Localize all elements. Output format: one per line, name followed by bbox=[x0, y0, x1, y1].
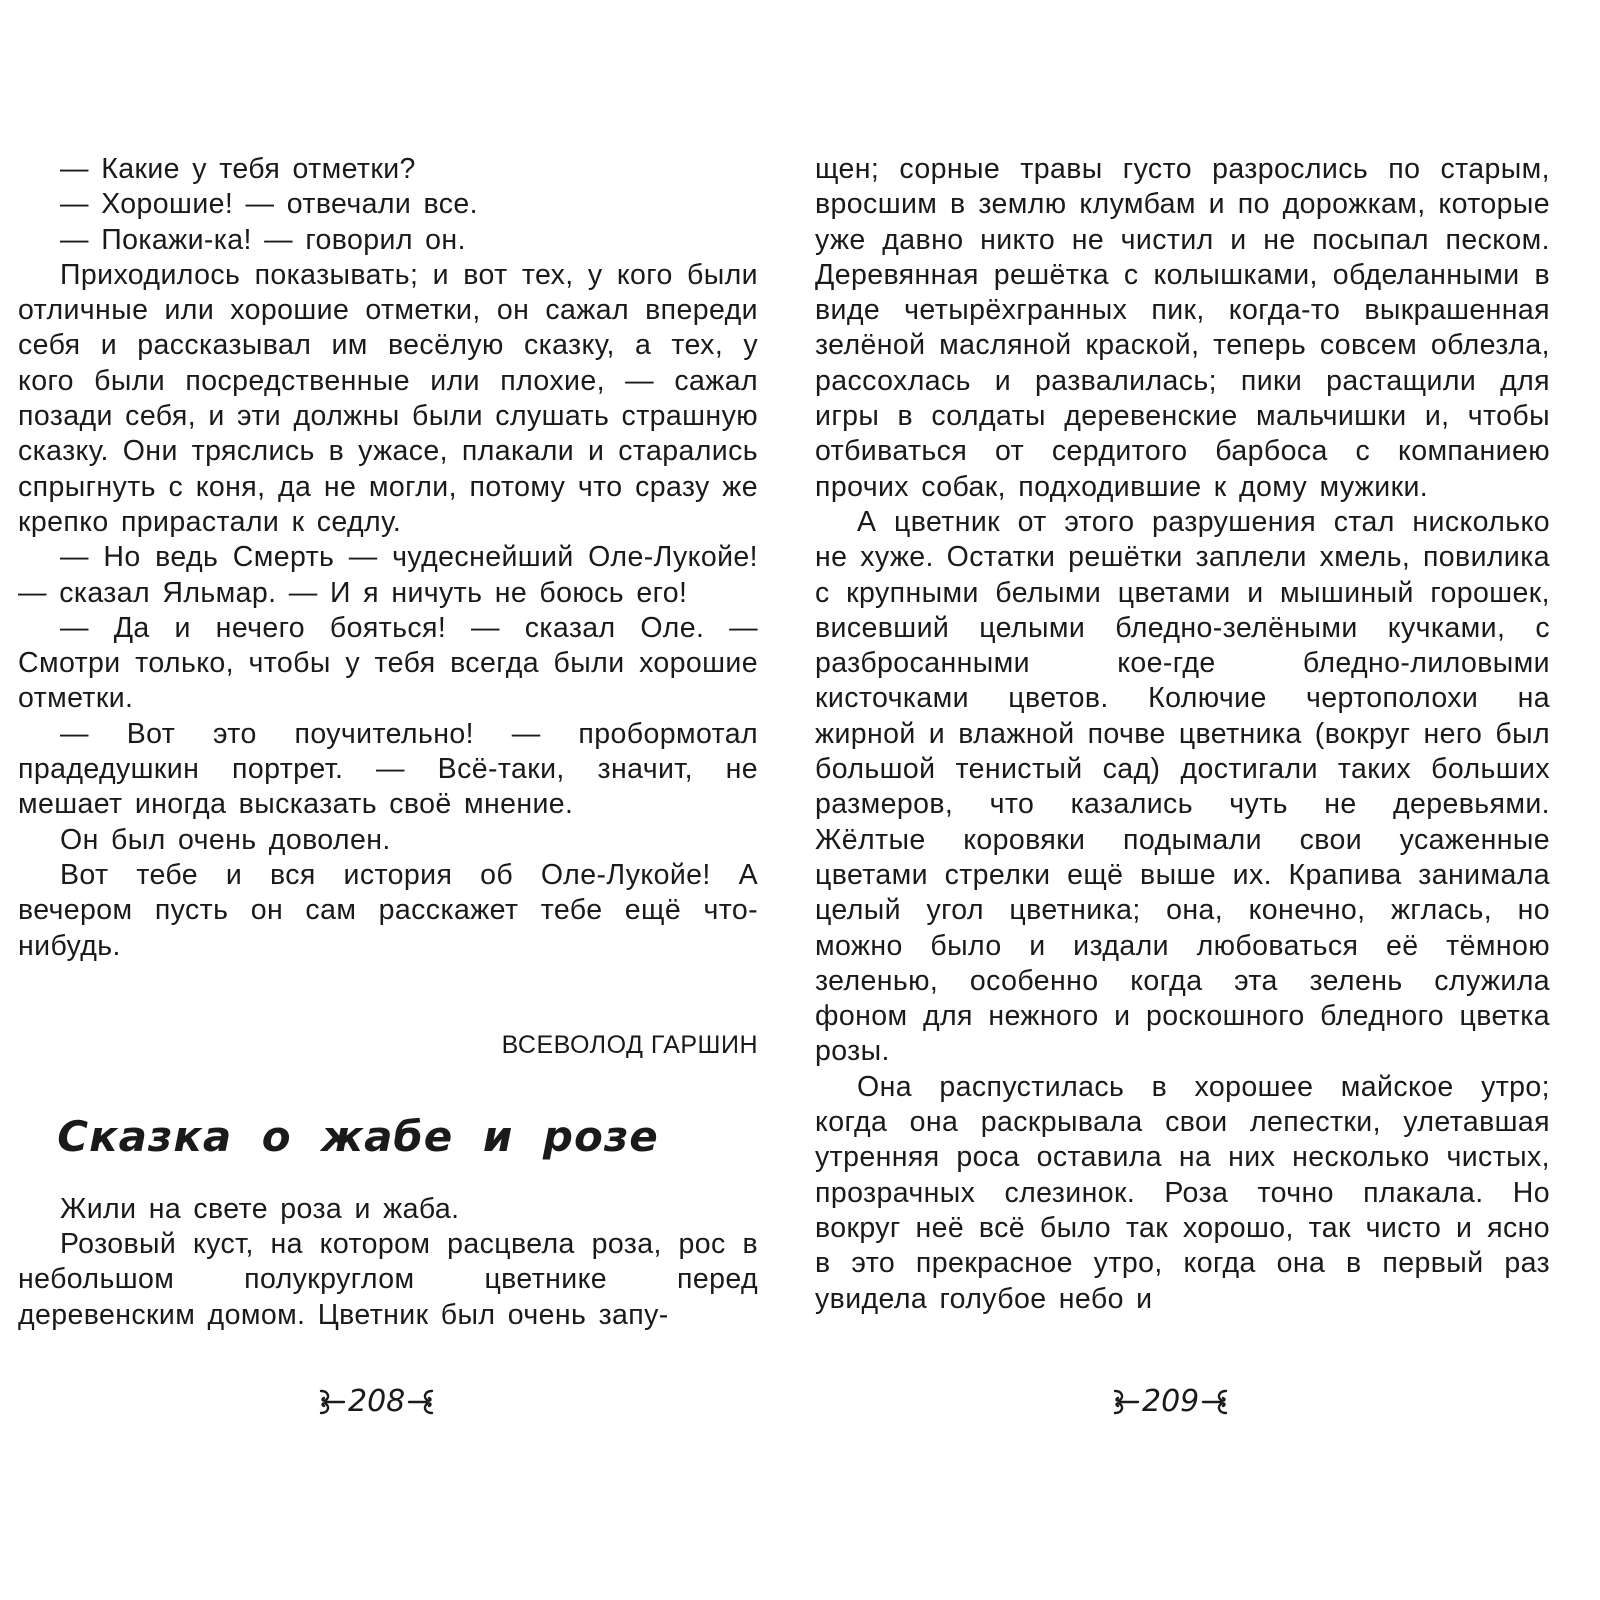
page-number-left bbox=[318, 1384, 435, 1420]
paragraph: А цветник от этого разрушения стал нисколько не хуже. Остатки решётки заплели хмель, повилика с крупными белыми цветами и мышиный горошек, висевший целыми бледно-зелёными кучками, с разбросанными кое-где бледно-лиловыми кисточками цветов. Колючие чертополохи на жирной и влажной почве цветника (вокруг него был большой тенистый сад) достигали таких больших размеров, что казались чуть не деревьями. Жёлтые коровяки подымали свои усаженные цветами стрелки ещё выше их. Крапива занимала целый угол цветника; она, конечно, жглась, но можно было и издали любоваться её тёмною зеленью, особенно когда эта зелень служила фоном для нежного и роскошного бледного цветка розы. bbox=[815, 505, 1550, 1068]
paragraph: Приходилось показывать; и вот тех, у кого были отличные или хорошие отметки, он сажал впереди себя и рассказывал им весёлую сказку, а тех, у кого были посредственные или плохие, — сажал позади себя, и эти должны были слушать страшную сказку. Они тряслись в ужасе, плакали и старались спрыгнуть с коня, да не могли, потому что сразу же крепко прирастали к седлу. bbox=[18, 258, 758, 538]
paragraph: — Какие у тебя отметки? bbox=[60, 153, 416, 185]
right-page bbox=[815, 152, 1550, 1317]
left-page-text-top bbox=[18, 152, 758, 964]
paragraph: — Хорошие! — отвечали все. bbox=[60, 188, 478, 221]
paragraph: Жили на свете роза и жаба. bbox=[60, 1192, 460, 1225]
page-number-right bbox=[1112, 1384, 1229, 1420]
paragraph: щен; сорные травы густо разрослись по старым, вросшим в землю клумбам и по дорожкам, которые уже давно никто не чистил и не посыпал песком. Деревянная решётка с колышками, обделанными в виде четырёхгранных пик, когда-то выкрашенная зелёной масляной краской, теперь совсем облезла, рассохлась и развалилась; пики растащили для игры в солдаты деревенские мальчишки и, чтобы отбиваться от сердитого барбоса с компаниею прочих собак, подходившие к дому мужики. bbox=[815, 153, 1550, 503]
paragraph: — Но ведь Смерть — чудеснейший Оле-Лукойе! — сказал Яльмар. — И я ничуть не боюсь его! bbox=[18, 541, 758, 609]
paragraph: — Покажи-ка! — говорил он. bbox=[60, 223, 466, 256]
scroll-ornament-left-icon bbox=[1112, 1387, 1140, 1417]
left-page-text-story bbox=[18, 1192, 758, 1333]
page-number-text: 208 bbox=[348, 1384, 406, 1419]
right-page-text bbox=[815, 152, 1550, 1317]
paragraph: Вот тебе и вся история об Оле-Лукойе! А вечером пусть он сам расскажет тебе ещё что-нибудь. bbox=[18, 858, 758, 962]
paragraph: — Вот это поучительно! — пробормотал прадедушкин портрет. — Всё-таки, значит, не мешает иногда высказать своё мнение. bbox=[18, 717, 758, 821]
page-number-text: 209 bbox=[1142, 1384, 1200, 1419]
scroll-ornament-right-icon bbox=[1201, 1387, 1229, 1417]
paragraph: Розовый куст, на котором расцвела роза, рос в небольшом полукруглом цветнике перед деревенским домом. Цветник был очень запу- bbox=[18, 1228, 758, 1331]
paragraph: — Да и нечего бояться! — сказал Оле. — Смотри только, чтобы у тебя всегда были хорошие отметки. bbox=[18, 611, 758, 715]
paragraph: Она распустилась в хорошее майское утро; когда она раскрывала свои лепестки, улетавшая утренняя роса оставила на них несколько чистых, прозрачных слезинок. Роза точно плакала. Но вокруг неё всё было так хорошо, так чисто и ясно в это прекрасное утро, когда она в первый раз увидела голубое небо и bbox=[815, 1070, 1550, 1315]
scroll-ornament-left-icon bbox=[318, 1387, 346, 1417]
story-title: Сказка о жабе и розе bbox=[57, 1111, 659, 1161]
left-page bbox=[18, 152, 758, 1333]
scroll-ornament-right-icon bbox=[407, 1387, 435, 1417]
author-name: ВСЕВОЛОД ГАРШИН bbox=[501, 1030, 758, 1059]
paragraph: Он был очень доволен. bbox=[60, 823, 391, 856]
